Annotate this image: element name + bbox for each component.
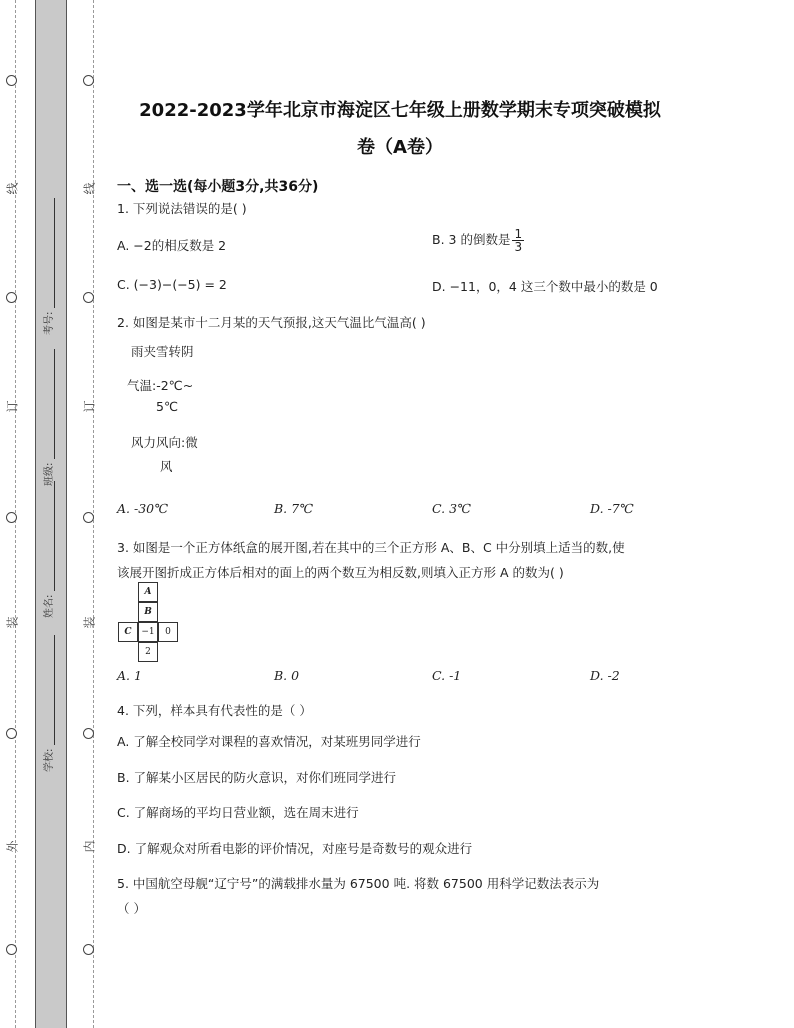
page-title: 2022-2023学年北京市海淀区七年级上册数学期末专项突破模拟 bbox=[139, 100, 661, 121]
margin-char-wai: 外 bbox=[5, 840, 20, 853]
margin-char-zhuang-inner: 装 bbox=[82, 616, 97, 629]
binding-hole bbox=[6, 75, 17, 86]
margin-char-nei: 内 bbox=[82, 840, 97, 853]
fraction-one-third bbox=[512, 228, 524, 253]
q2-option-b: B. 7℃ bbox=[274, 501, 314, 516]
net-square-two: 2 bbox=[138, 642, 158, 662]
question-5-answer-paren: （ ） bbox=[117, 901, 146, 916]
q1-option-a: A. −2的相反数是 2 bbox=[117, 238, 227, 253]
name-field[interactable] bbox=[40, 481, 55, 618]
page-title-line2: 卷（A卷） bbox=[357, 137, 443, 158]
net-square-zero: 0 bbox=[158, 622, 178, 642]
binding-hole bbox=[6, 944, 17, 955]
binding-hole bbox=[83, 292, 94, 303]
q4-option-b: B. 了解某小区居民的防火意识，对你们班同学进行 bbox=[117, 770, 397, 785]
question-3-stem: 3. 如图是一个正方体纸盒的展开图,若在其中的三个正方形 A、B、C 中分别填上适当的数,使 bbox=[117, 540, 625, 555]
binding-hole bbox=[83, 512, 94, 523]
question-2-stem: 2. 如图是某市十二月某的天气预报,这天气温比气温高( ) bbox=[117, 315, 426, 330]
margin-char-xian-inner: 线 bbox=[82, 182, 97, 195]
binding-hole bbox=[83, 75, 94, 86]
net-square-a: A bbox=[138, 582, 158, 602]
weather-wind-label: 风力风向:微 bbox=[131, 435, 198, 450]
binding-hole bbox=[83, 944, 94, 955]
school-label: 学校: bbox=[44, 748, 55, 772]
weather-temp-high: 5℃ bbox=[156, 399, 178, 414]
binding-hole bbox=[6, 728, 17, 739]
q4-option-a: A. 了解全校同学对课程的喜欢情况，对某班男同学进行 bbox=[117, 734, 421, 749]
q1-option-d: D. −11，0，4 这三个数中最小的数是 0 bbox=[432, 279, 658, 294]
question-1-stem: 1. 下列说法错误的是( ) bbox=[117, 201, 247, 216]
name-label: 姓名: bbox=[44, 594, 55, 618]
q3-option-c: C. -1 bbox=[432, 668, 462, 683]
q1-option-b-text: B. 3 的倒数是 bbox=[432, 232, 511, 247]
q2-option-d: D. -7℃ bbox=[590, 501, 634, 516]
question-5-stem: 5. 中国航空母舰“辽宁号”的满载排水量为 67500 吨. 将数 67500 用科学记数法表示为 bbox=[117, 876, 600, 891]
class-field[interactable] bbox=[40, 349, 55, 486]
q4-option-d: D. 了解观众对所看电影的评价情况，对座号是奇数号的观众进行 bbox=[117, 841, 473, 856]
net-square-b: B bbox=[138, 602, 158, 622]
weather-condition: 雨夹雪转阴 bbox=[131, 344, 194, 359]
margin-char-zhuang-outer: 装 bbox=[5, 616, 20, 629]
net-square-minus-one: −1 bbox=[138, 622, 158, 642]
q3-option-d: D. -2 bbox=[590, 668, 620, 683]
margin-char-ding-inner: 订 bbox=[82, 400, 97, 413]
school-field[interactable] bbox=[40, 635, 55, 772]
weather-temp-label: 气温:-2℃~ bbox=[127, 378, 194, 393]
margin-char-xian-outer: 线 bbox=[5, 182, 20, 195]
q2-option-c: C. 3℃ bbox=[432, 501, 472, 516]
question-4-stem: 4. 下列，样本具有代表性的是（ ） bbox=[117, 703, 312, 718]
q3-option-a: A. 1 bbox=[117, 668, 142, 683]
margin-char-ding-outer: 订 bbox=[5, 400, 20, 413]
binding-hole bbox=[6, 292, 17, 303]
q3-option-b: B. 0 bbox=[274, 668, 300, 683]
class-label: 班级: bbox=[44, 462, 55, 486]
q4-option-c: C. 了解商场的平均日营业额，选在周末进行 bbox=[117, 805, 359, 820]
q2-option-a: A. -30℃ bbox=[117, 501, 169, 516]
question-3-stem-cont: 该展开图折成正方体后相对的面上的两个数互为相反数,则填入正方形 A 的数为( ) bbox=[117, 565, 564, 580]
q1-option-b bbox=[432, 228, 524, 253]
fraction-numerator: 1 bbox=[514, 227, 523, 241]
q1-option-c: C. (−3)−(−5) = 2 bbox=[117, 277, 227, 292]
binding-hole bbox=[83, 728, 94, 739]
binding-hole bbox=[6, 512, 17, 523]
fraction-denominator: 3 bbox=[514, 240, 523, 254]
weather-wind-value: 风 bbox=[160, 459, 173, 474]
exam-number-label: 考号: bbox=[44, 311, 55, 335]
exam-number-field[interactable] bbox=[40, 198, 55, 335]
section-heading: 一、选一选(每小题3分,共36分) bbox=[117, 179, 319, 195]
net-square-c: C bbox=[118, 622, 138, 642]
